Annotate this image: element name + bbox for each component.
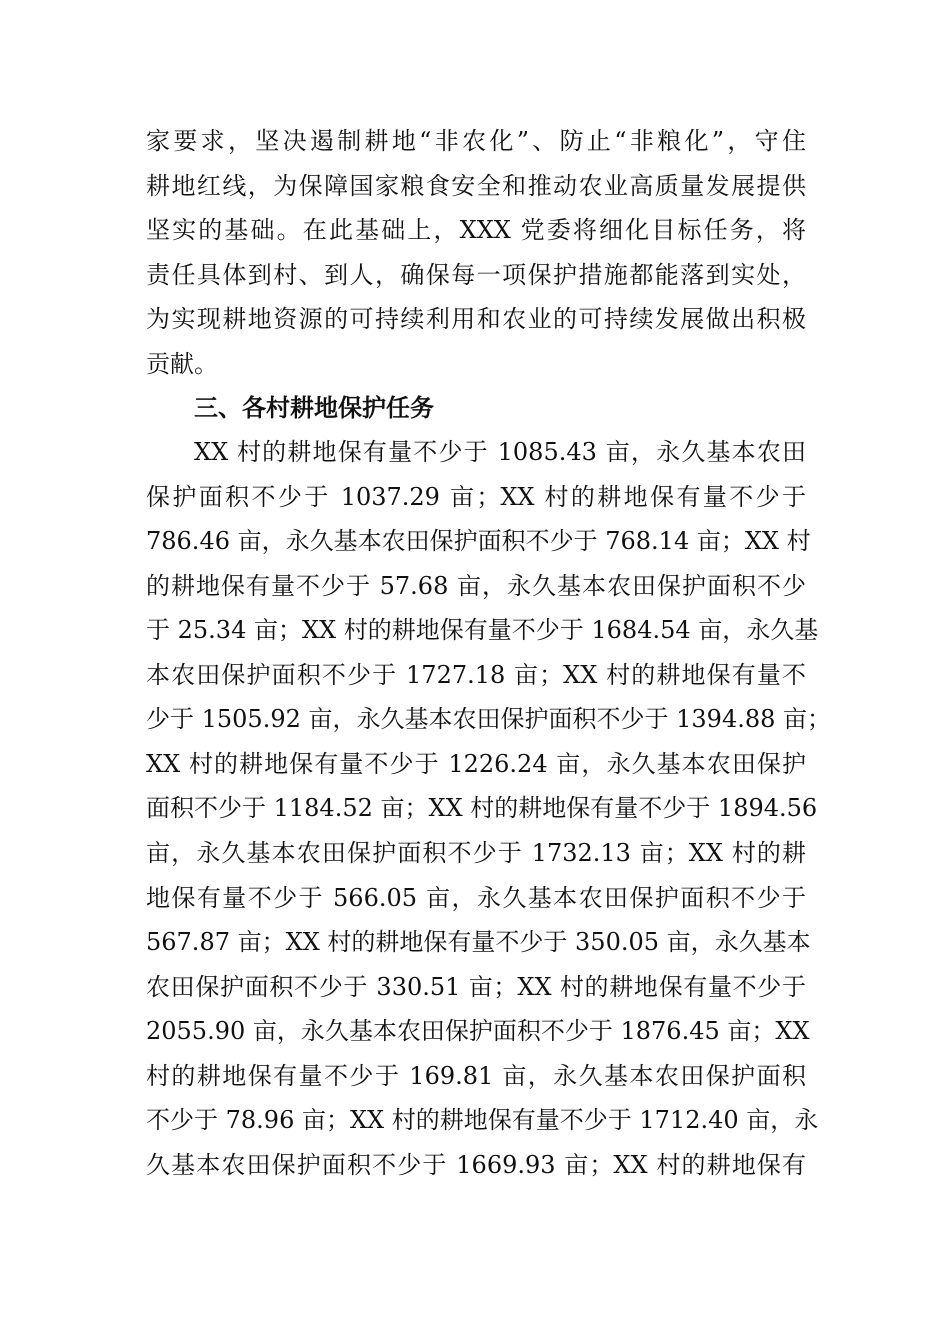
paragraph-line: 的耕地保有量不少于 57.68 亩，永久基本农田保护面积不少 [146, 572, 806, 600]
paragraph-line: 为实现耕地资源的可持续利用和农业的可持续发展做出积极 [146, 305, 806, 333]
paragraph-line: 久基本农田保护面积不少于 1669.93 亩；XX 村的耕地保有 [146, 1151, 806, 1179]
section-heading: 三、各村耕地保护任务 [194, 394, 434, 422]
paragraph-line: 村的耕地保有量不少于 169.81 亩，永久基本农田保护面积 [146, 1062, 806, 1090]
paragraph-line: 本农田保护面积不少于 1727.18 亩；XX 村的耕地保有量不 [146, 661, 806, 689]
paragraph-line: 地保有量不少于 566.05 亩，永久基本农田保护面积不少于 [146, 884, 806, 912]
paragraph-line: 家要求，坚决遏制耕地“非农化”、防止“非粮化”，守住 [146, 127, 806, 155]
paragraph-line: 坚实的基础。在此基础上，XXX 党委将细化目标任务，将 [146, 216, 806, 244]
paragraph-line: 农田保护面积不少于 330.51 亩；XX 村的耕地保有量不少于 [146, 973, 806, 1001]
paragraph-line: 耕地红线，为保障国家粮食安全和推动农业高质量发展提供 [146, 172, 806, 200]
paragraph-line: XX 村的耕地保有量不少于 1226.24 亩，永久基本农田保护 [146, 750, 806, 778]
paragraph-line: 于 25.34 亩；XX 村的耕地保有量不少于 1684.54 亩，永久基 [146, 616, 819, 644]
paragraph-line: 少于 1505.92 亩，永久基本农田保护面积不少于 1394.88 亩； [146, 705, 832, 733]
paragraph-line: 贡献。 [146, 350, 218, 378]
paragraph-line: 面积不少于 1184.52 亩；XX 村的耕地保有量不少于 1894.56 [146, 794, 818, 822]
paragraph-line: 2055.90 亩，永久基本农田保护面积不少于 1876.45 亩；XX [146, 1017, 810, 1045]
paragraph-line: 亩，永久基本农田保护面积不少于 1732.13 亩；XX 村的耕 [146, 839, 806, 867]
paragraph-line: 不少于 78.96 亩；XX 村的耕地保有量不少于 1712.40 亩，永 [146, 1106, 819, 1134]
paragraph-line: 责任具体到村、到人，确保每一项保护措施都能落到实处， [146, 261, 806, 289]
paragraph-line: 保护面积不少于 1037.29 亩；XX 村的耕地保有量不少于 [146, 483, 806, 511]
paragraph-line: 786.46 亩，永久基本农田保护面积不少于 768.14 亩；XX 村 [146, 527, 811, 555]
paragraph-line: XX 村的耕地保有量不少于 1085.43 亩，永久基本农田 [194, 438, 806, 466]
paragraph-line: 567.87 亩；XX 村的耕地保有量不少于 350.05 亩，永久基本 [146, 928, 811, 956]
